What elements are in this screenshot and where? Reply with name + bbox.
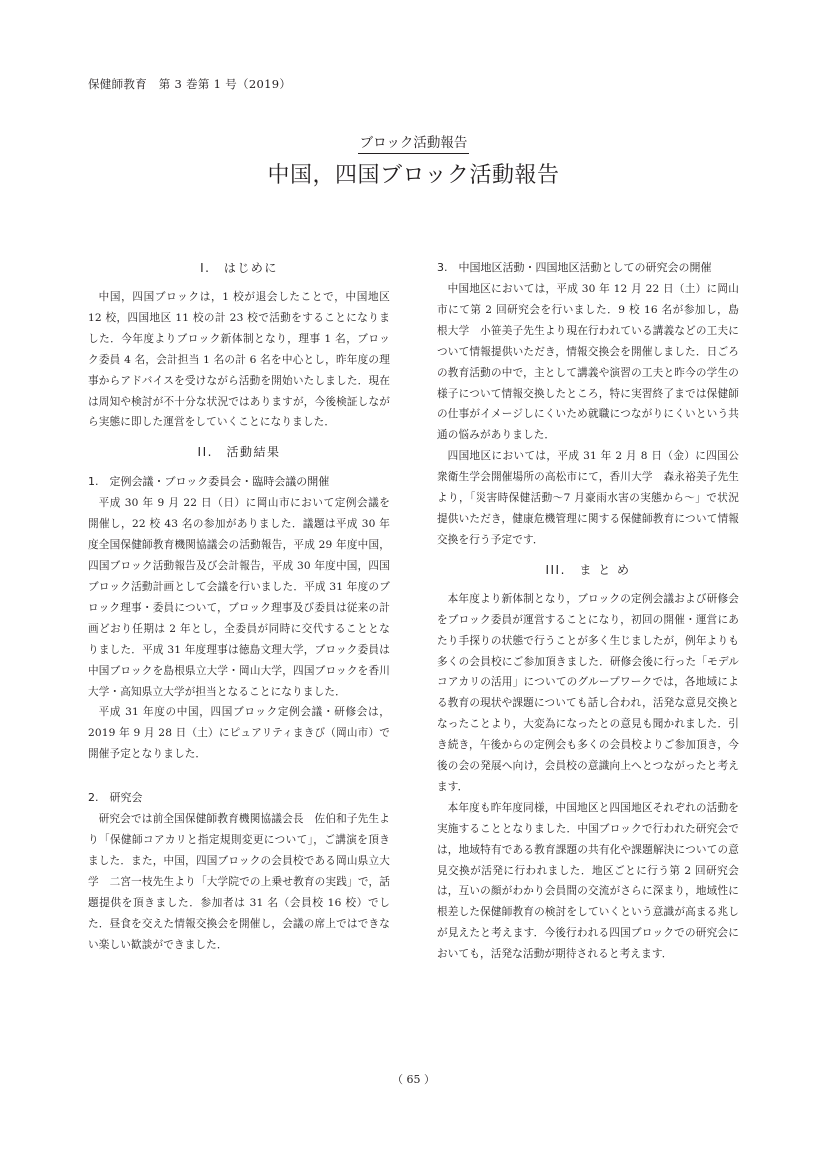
regional-paragraph-2: 四国地区においては，平成 31 年 2 月 8 日（金）に四国公衆衛生学会開催場所の高松市にて，香川大学 森永裕美子先生より，「災害時保健活動〜7 月豪雨水害の実態から〜」で状況提供いただき，健康危機管理に関する保健師教育について情報交換を行う予定です．: [437, 450, 739, 546]
section-heading-results: II. 活動結果: [197, 445, 281, 460]
section-heading-intro: I. はじめに: [200, 261, 278, 275]
intro-paragraph: 中国，四国ブロックは，1 校が退会したことで，中国地区 12 校，四国地区 11 校の計 23 校で活動をすることになりました．今年度よりブロック新体制となり，理事 1 名，ブロック委員 4 名，会計担当 1 名の計 6 名を中心とし，昨年度の理事からアドバイスを受けながら活動を開始いたしました．現在は周知や検討が不十分な状況ではありますが，今後検証しながら実態に即した運営をしていくことになりました．: [88, 291, 390, 429]
running-head: 保健師教育 第 3 巻第 1 号（2019）: [88, 77, 292, 91]
subsection-heading-study-group: 2. 研究会: [88, 791, 143, 805]
summary-paragraph-2: 本年度も昨年度同様，中国地区と四国地区それぞれの活動を実施することとなりました．中国ブロックで行われた研究会では，地域特有である教育課題の共有化や課題解決についての意見交換が活発に行われました．地区ごとに行う第 2 回研究会は，互いの顔がわかり会員間の交流がさらに深まり，地域性に根差した保健師教育の検討をしていくという意識が高まる兆しが見えたと考えます．今後行われる四国ブロックでの研究会においても，活発な活動が期待されると考えます．: [437, 801, 739, 961]
section-heading-summary: III. ま と め: [545, 562, 631, 577]
page-number: （ 65 ）: [392, 1073, 435, 1086]
article-category: [0, 131, 827, 154]
meetings-paragraph-2: 平成 31 年度の中国，四国ブロック定例会議・研修会は，2019 年 9 月 28 日（土）にピュアリティまきび（岡山市）で開催予定となりました．: [88, 706, 390, 761]
subsection-heading-regional: 3. 中国地区活動・四国地区活動としての研究会の開催: [437, 261, 712, 274]
article-title: 中国，四国ブロック活動報告: [267, 163, 560, 188]
study-group-paragraph: 研究会では前全国保健師教育機関協議会長 佐伯和子先生より「保健師コアカリと指定規則変更について」，ご講演を頂きました．また，中国，四国ブロックの会員校である岡山県立大学 二宮一枝先生より「大学院での上乗せ教育の実践」で，話題提供を頂きました．参加者は 31 名（会員校 16 校）でした．昼食を交えた情報交換会を開催し，会議の席上ではできない楽しい歓談ができました．: [88, 813, 390, 951]
meetings-paragraph-1: 平成 30 年 9 月 22 日（日）に岡山市において定例会議を開催し，22 校 43 名の参加がありました．議題は平成 30 年度全国保健師教育機関協議会の活動報告，平成 29 年度中国，四国ブロック活動報告及び会計報告，平成 30 年度中国，四国ブロック活動計画として会議を行いました．平成 31 年度のブロック理事・委員について，ブロック理事及び委員は従来の計画どおり任期は 2 年とし，全委員が同時に交代することとなりました．平成 31 年度理事は徳島文理大学，ブロック委員は中国ブロックを島根県立大学・岡山大学，四国ブロックを香川大学・高知県立大学が担当となることになりました．: [88, 497, 390, 698]
left-column: [88, 257, 390, 955]
regional-paragraph-1: 中国地区においては，平成 30 年 12 月 22 日（土）に岡山市にて第 2 回研究会を行いました．9 校 16 名が参加し，島根大学 小笹美子先生より現在行われている講義などの工夫について情報提供いただき，情報交換会を開催しました．日ごろの教育活動の中で，主として講義や演習の工夫と昨今の学生の様子について情報交換したところ，特に実習終了までは保健師の仕事がイメージしにくいため就職につながりにくいという共通の悩みがありました．: [437, 283, 739, 442]
subsection-heading-meetings: 1. 定例会議・ブロック委員会・臨時会議の開催: [88, 475, 330, 489]
article-category-label: ブロック活動報告: [358, 131, 470, 154]
summary-paragraph-1: 本年度より新体制となり，ブロックの定例会議および研修会をブロック委員が運営することになり，初回の開催・運営にあたり手探りの状態で行うことが多く生じましたが，例年よりも多くの会員校にご参加頂きました．研修会後に行った「モデルコアカリの活用」についてのグループワークでは，各地域による教育の現状や課題についても話し合われ，活発な意見交換となったことより，大変為になったとの意見も聞かれました．引き続き，午後からの定例会も多くの会員校よりご参加頂き，今後の会の発展へ向け，会員校の意識向上へとつながったと考えます．: [437, 592, 739, 793]
right-column: [437, 257, 739, 965]
